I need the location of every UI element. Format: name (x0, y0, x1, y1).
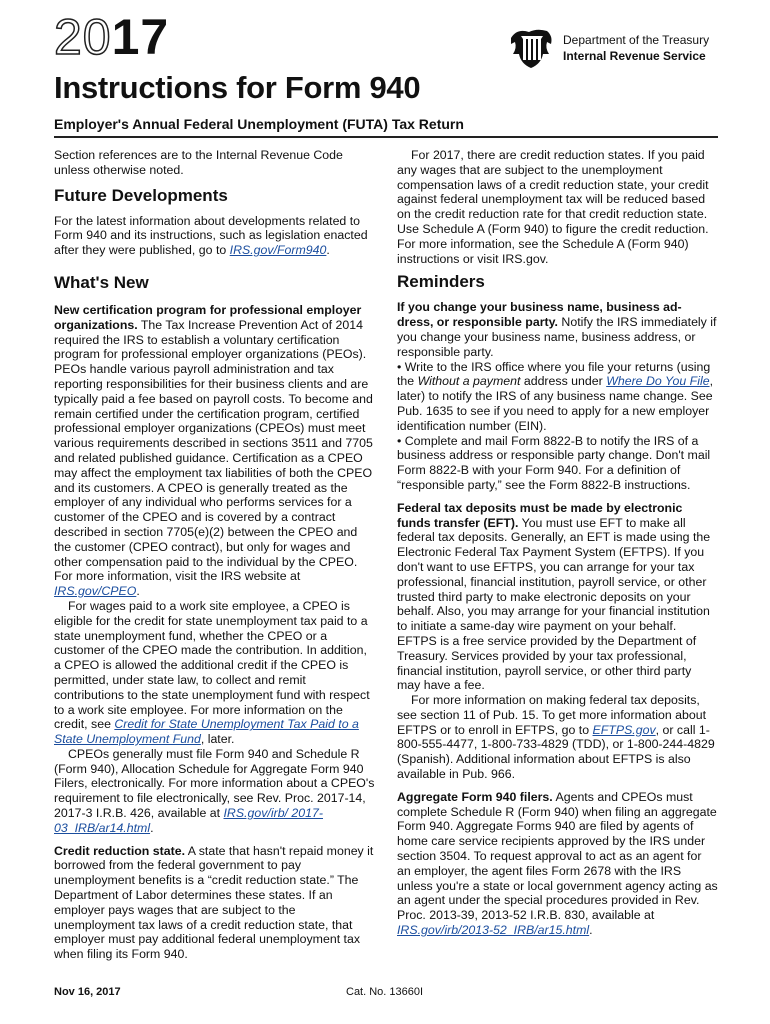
credit-reduction-paragraph (54, 844, 376, 962)
future-text: For the latest information about developments related to Form 940 and its instructions, such as legislation enacted after they were published, go to (54, 213, 368, 258)
whats-new-heading: What's New (54, 272, 149, 292)
page-subtitle: Employer's Annual Federal Unemployment (FUTA) Tax Return (54, 116, 464, 132)
reminders-heading: Reminders (397, 272, 485, 292)
irs-eagle-logo-icon (507, 26, 555, 70)
change-lead: If you change your business name, business ad-dress, or responsible party. (397, 300, 682, 330)
header-divider (54, 136, 718, 138)
irb-2017-link[interactable]: IRS.gov/irb/ 2017-03_IRB/ar14.html (54, 806, 323, 835)
wages-text: For wages paid to a work site employee, a CPEO is eligible for the credit for state unemployment tax paid to a state unemployment fund, whether the CPEO or a customer of the CPEO made the contribution. In addition, a CPEO is allowed the additional credit if the CPEO is permitted, under state law, to collect and remit contributions to the state unemployment fund with respect to a work site employee. For more information on the credit, see (54, 598, 370, 732)
cpeo-text: The Tax Increase Prevention Act of 2014 required the IRS to establish a voluntary certification program for professional employer organizations (PEOs). PEOs handle various payroll administration and tax reporting responsibilities for their business clients and are typically paid a fee based on payroll costs. To become and remain certified under the certification program, certified professional employer organizations (CPEOs) must meet various requirements described in sections 3511 and 7705 and related published guidance. Certification as a CPEO may affect the employment tax liabilities of both the CPEO and its customers. A CPEO is generally treated as the employer of any individual who performs services for a customer of the CPEO and is covered by a contract described in section 7705(e)(2) between the CPEO and the customer (CPEO contract), but only for wages and other compensation paid to the individual by the CPEO. For more information, visit the IRS website at (54, 317, 373, 584)
eft-lead: Federal tax deposits must be made by electronic funds transfer (EFT). (397, 500, 683, 530)
more-text: For more information on making federal tax deposits, see section 11 of Pub. 15. To get more information about EFTPS or to enroll in EFTPS, go to (397, 693, 707, 737)
credit-reduction-continued: For 2017, there are credit reduction states. If you paid any wages that are subject to the unemployment compensation laws of a credit reduction state, your credit against federal unemployment tax will be reduced based on the credit reduction rate for that credit reduction state. Use Schedule A (Form 940) to figure the credit reduction. For more information, see the Schedule A (Form 940) instructions or visit IRS.gov. (397, 148, 709, 266)
cpeo-paragraph: New certification program for professional employer organizations. The Tax Increase Prevention Act of 2014 required the IRS to establish a voluntary certification program for professional employer organizations (PEOs). PEOs handle various payroll administration and tax reporting responsibilities for their business clients and are typically paid a fee based on payroll costs. To become and remain certified under the certification program, certified professional employer organizations (CPEOs) must meet various requirements described in sections 3511 and 7705 and related published guidance. Certification as a CPEO may affect the employment tax liabilities of both the CPEO and its customers. A CPEO is generally treated as the employer of any individual who performs services for a customer of the CPEO and is covered by a contract described in section 7705(e)(2) between the CPEO and the customer (CPEO contract), but only for wages and other compensation paid to the individual by the CPEO. For more information, visit the IRS website at IRS.gov/CPEO. (54, 302, 373, 599)
bullet-form-8822b: • Complete and mail Form 8822-B to notify the IRS of a business address or responsible party change. Don't mail Form 8822-B with your Form 940. For a definition of “responsible party,” see the Form 8822-B instructions. (397, 433, 711, 492)
agg-lead: Aggregate Form 940 filers. (397, 789, 553, 804)
wages-paragraph (54, 599, 376, 747)
bullet-write-irs (397, 360, 718, 434)
irs-header-block (507, 26, 727, 70)
irb-2013-link[interactable]: IRS.gov/irb/2013-52_IRB/ar15.html (397, 923, 590, 938)
cpeo-file-text: CPEOs generally must file Form 940 and Schedule R (Form 940), Allocation Schedule for Aggregate Form 940 Filers, electronically. For more information about a CPEO's requirement to file electronically, see Rev. Proc. 2017-14, 2017-3 I.R.B. 426, available at (54, 746, 375, 821)
agg-end: . (589, 923, 593, 938)
department-name: Department of the Treasury (563, 33, 710, 47)
year-suffix: 17 (111, 9, 170, 65)
future-developments-heading: Future Developments (54, 185, 228, 205)
cpeo-filing-paragraph: CPEOs generally must file Form 940 and Schedule R (Form 940), Allocation Schedule for Aggregate Form 940 Filers, electronically. For more information about a CPEO's requirement to file electronically, see Rev. Proc. 2017-14, 2017-3 I.R.B. 426, available at IRS.gov/irb/ 2017-03_IRB/ar14.html. (54, 746, 375, 835)
eft-paragraph (397, 501, 718, 693)
aggregate-filers-paragraph (397, 790, 718, 938)
cpeo-lead: New certification program for professional employer organizations. (54, 302, 362, 332)
left-column (54, 148, 376, 962)
agency-name: Internal Revenue Service (563, 49, 706, 63)
more-end: , or call 1-800-555-4477, 1-800-733-4829 (TDD), or 1-800-244-4829 (Spanish). Additional information about EFTPS is also available in Pub. 966. (397, 722, 715, 782)
credit-text: A state that hasn't repaid money it borrowed from the federal government to pay unemployment benefits is a “credit reduction state.” The Department of Labor determines these states. If an employer pays wages that are subject to the unemployment tax laws of a credit reduction state, that employer must pay additional federal unemployment tax when filing its Form 940. (54, 843, 374, 962)
bullet1-text-a: • Write to the IRS office where you file your returns (using the (397, 359, 711, 389)
bullet1-italic: Without a payment (417, 374, 521, 389)
page-title: Instructions for Form 940 (54, 70, 421, 105)
footer-catalog-number: Cat. No. 13660I (346, 986, 424, 998)
cpeo-link[interactable]: IRS.gov/CPEO (54, 584, 137, 599)
form940-link[interactable]: IRS.gov/Form940 (229, 243, 327, 258)
year-prefix: 20 (54, 9, 112, 65)
future-developments-paragraph: For the latest information about developments related to Form 940 and its instructions, such as legislation enacted after they were published, go to IRS.gov/Form940. (54, 213, 368, 258)
where-do-you-file-link[interactable]: Where Do You File (606, 374, 710, 389)
deposits-info-paragraph (397, 693, 718, 782)
form-year (54, 9, 170, 65)
credit-state-link[interactable]: Credit for State Unemployment Tax Paid to a State Unemployment Fund (54, 717, 359, 747)
footer-date: Nov 16, 2017 (54, 986, 121, 998)
name-change-paragraph (397, 300, 718, 359)
eftps-link[interactable]: EFTPS.gov (592, 722, 656, 737)
intro-paragraph: Section references are to the Internal Revenue Code unless otherwise noted. (54, 148, 343, 177)
agg-text: Agents and CPEOs must complete Schedule R (Form 940) when filing an aggregate Form 940. Aggregate Forms 940 are filed by agents of home care service recipients approved by the IRS under section 3504. To request approval to act as an agent for an employer, the agent files Form 2678 with the IRS unless you're a state or local government agency acting as an agent under the special procedures provided in Rev. Proc. 2013-39, 2013-52 I.R.B. 830, available at (397, 789, 718, 923)
credit-lead: Credit reduction state. (54, 843, 186, 858)
eft-text: You must use EFT to make all federal tax deposits. Generally, an EFT is made using the Electronic Federal Tax Payment System (EFTPS). If you don't want to use EFTPS, you can arrange for your tax professional, financial institution, payroll service, or other trusted third party to make electronic deposits on your behalf. Also, you may arrange for your financial institution to initiate a same-day wire payment on your behalf. EFTPS is a free service provided by the Department of Treasury. Services provided by your tax professional, financial institution, payroll service, or other third party may have a fee. (397, 515, 711, 693)
right-column (397, 148, 718, 938)
wages-end: , later. (200, 732, 235, 747)
change-text: Notify the IRS immediately if you change your business name, business address, or responsible party. (397, 315, 717, 359)
bullet1-text-b: address under (520, 374, 607, 389)
bullet1-text-c: , later) to notify the IRS of any business name change. See Pub. 1635 to see if you need to apply for a new employer identification number (EIN). (397, 374, 713, 433)
